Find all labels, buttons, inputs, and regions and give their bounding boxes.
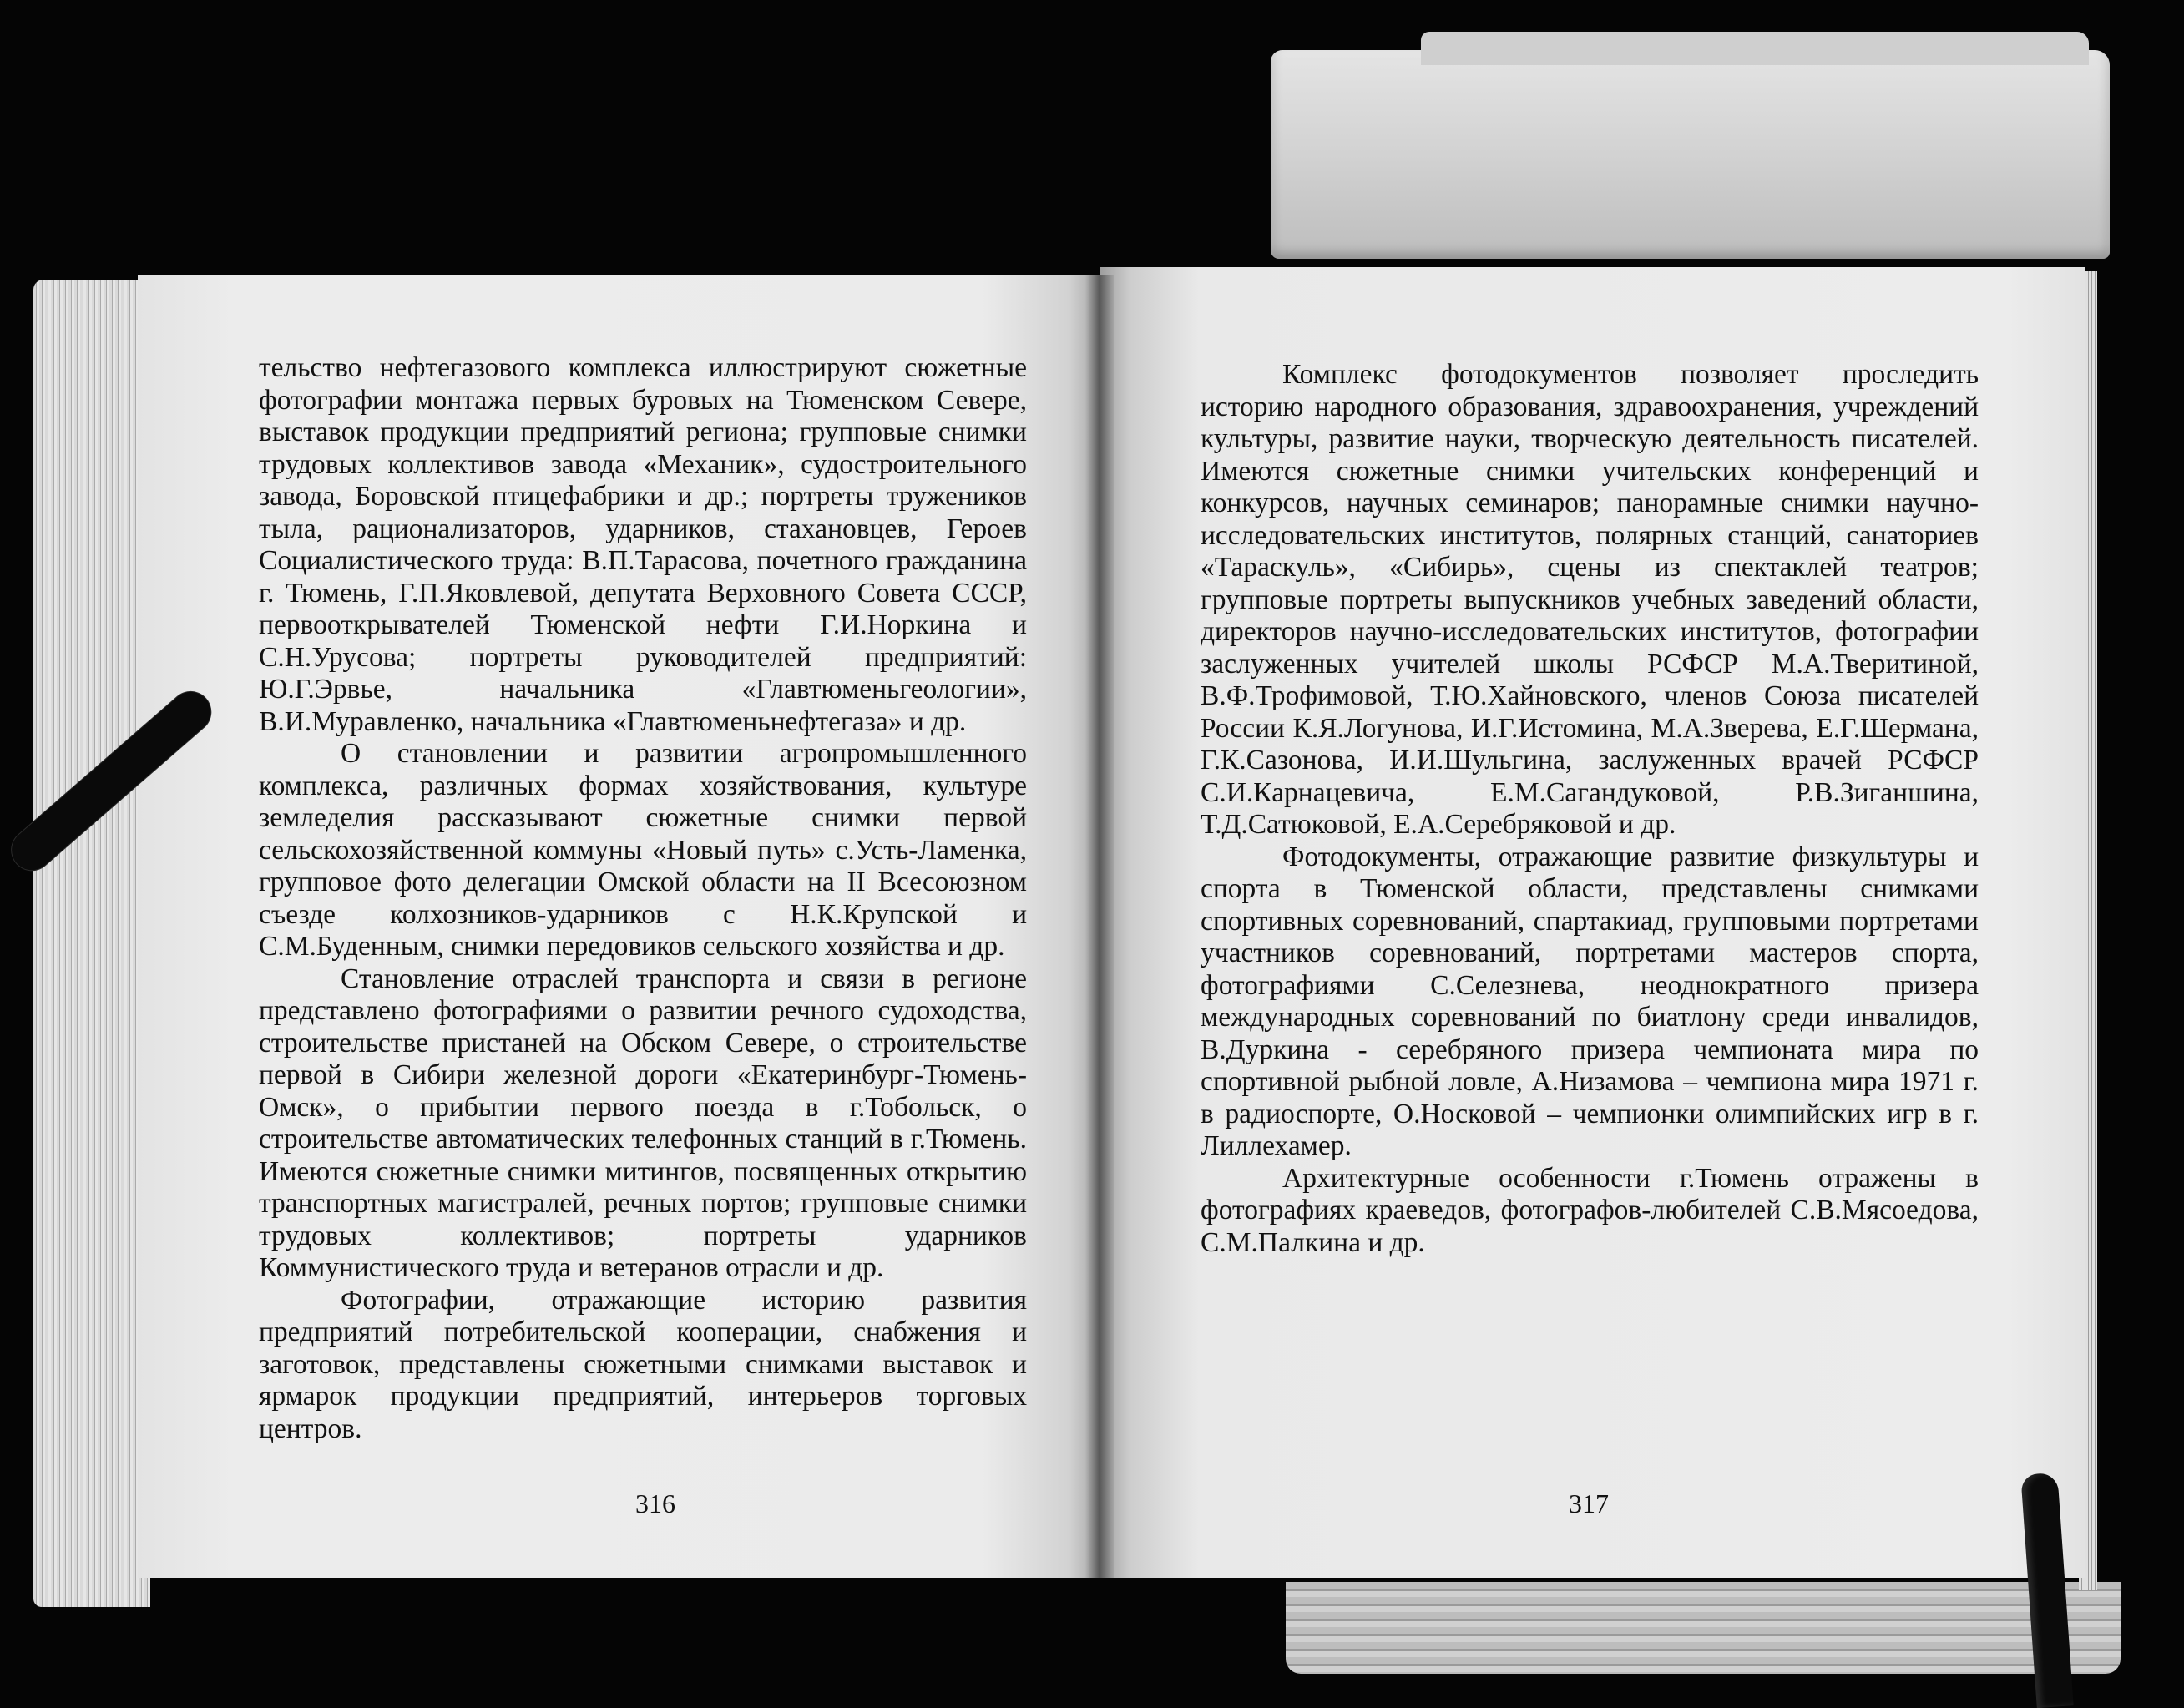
left-page bbox=[138, 275, 1098, 1578]
book-gutter bbox=[1085, 275, 1114, 1578]
right-paragraph-1: Комплекс фотодокументов позволяет проследить историю народного образования, здравоохранения, учреждений культуры, развитие науки, творческую деятельность писателей. Имеются сюжетные снимки учительских конференций и конкурсов, научных семинаров; панорамные снимки научно-исследовательских институтов, полярных станций, санаториев «Тараскуль», «Сибирь», сцены из спектаклей театров; групповые портреты выпускников учебных заведений области, директоров научно-исследовательских институтов, фотографии заслуженных учителей школы РСФСР М.А.Тверитиной, В.Ф.Трофимовой, Т.Ю.Хайновского, членов Союза писателей России К.Я.Логунова, И.Г.Истомина, М.А.Зверева, Е.Г.Шермана, Г.К.Сазонова, И.И.Шульгина, заслуженных врачей РСФСР С.И.Карнацевича, Е.М.Сагандуковой, Р.В.Зиганшина, Т.Д.Сатюковой, Е.А.Серебряковой и др. bbox=[1201, 359, 1979, 840]
left-page-text bbox=[259, 352, 1027, 1445]
left-paragraph-4: Фотографии, отражающие историю развития предприятий потребительской кооперации, снабжения и заготовок, представлены сюжетными снимками выставок и ярмарок продукции предприятий, интерьеров торговых центров. bbox=[259, 1284, 1027, 1444]
left-paragraph-1: тельство нефтегазового комплекса иллюстрируют сюжетные фотографии монтажа первых буровых на Тюменском Севере, выставок продукции предприятий региона; групповые снимки трудовых коллективов завода «Механик», судостроительного завода, Боровской птицефабрики и др.; портреты тружеников тыла, рационализаторов, ударников, стахановцев, Героев Социалистического труда: В.П.Тарасова, почетного гражданина г. Тюмень, Г.П.Яковлевой, депутата Верховного Совета СССР, первооткрывателей Тюменской нефти Г.И.Норкина и С.Н.Урусова; портреты руководителей предприятий: Ю.Г.Эрвье, начальника «Главтюменьгеологии», В.И.Муравленко, начальника «Главтюменьнефтегаза» и др. bbox=[259, 352, 1027, 737]
right-paragraph-3: Архитектурные особенности г.Тюмень отражены в фотографиях краеведов, фотографов-любителей С.В.Мясоедова, С.М.Палкина и др. bbox=[1201, 1162, 1979, 1258]
right-page-number: 317 bbox=[1569, 1488, 1609, 1519]
foam-block-bottom bbox=[1286, 1582, 2121, 1674]
page-edges-left bbox=[33, 280, 150, 1607]
left-page-number: 316 bbox=[635, 1488, 675, 1519]
right-page bbox=[1100, 267, 2085, 1578]
right-page-text bbox=[1201, 359, 1979, 1259]
left-paragraph-3: Становление отраслей транспорта и связи в регионе представлено фотографиями о развитии речного судоходства, строительстве пристаней на Обском Севере, о строительстве первой в Сибири железной дороги «Екатеринбург-Тюмень-Омск», о прибытии первого поезда в г.Тобольск, о строительстве автоматических телефонных станций в г.Тюмень. Имеются сюжетные снимки митингов, посвященных открытию транспортных магистралей, речных портов; групповые снимки трудовых коллективов; портреты ударников Коммунистического труда и ветеранов отрасли и др. bbox=[259, 963, 1027, 1283]
foam-block-background bbox=[1271, 50, 2110, 259]
left-paragraph-2: О становлении и развитии агропромышленного комплекса, различных формах хозяйствования, культуре земледелия рассказывают сюжетные снимки первой сельскохозяйственной коммуны «Новый путь» с.Усть-Ламенка, групповое фото делегации Омской области на II Всесоюзном съезде колхозников-ударников с Н.К.Крупской и С.М.Буденным, снимки передовиков сельского хозяйства и др. bbox=[259, 738, 1027, 962]
right-paragraph-2: Фотодокументы, отражающие развитие физкультуры и спорта в Тюменской области, представлены снимками спортивных соревнований, спартакиад, групповыми портретами участников соревнований, портретами мастеров спорта, фотографиями С.Селезнева, неоднократного призера международных соревнований по биатлону среди инвалидов, В.Дуркина - серебряного призера чемпионата мира по спортивной рыбной ловле, А.Низамова – чемпиона мира 1971 г. в радиоспорте, О.Носковой – чемпионки олимпийских игр в г. Лиллехамер. bbox=[1201, 841, 1979, 1161]
